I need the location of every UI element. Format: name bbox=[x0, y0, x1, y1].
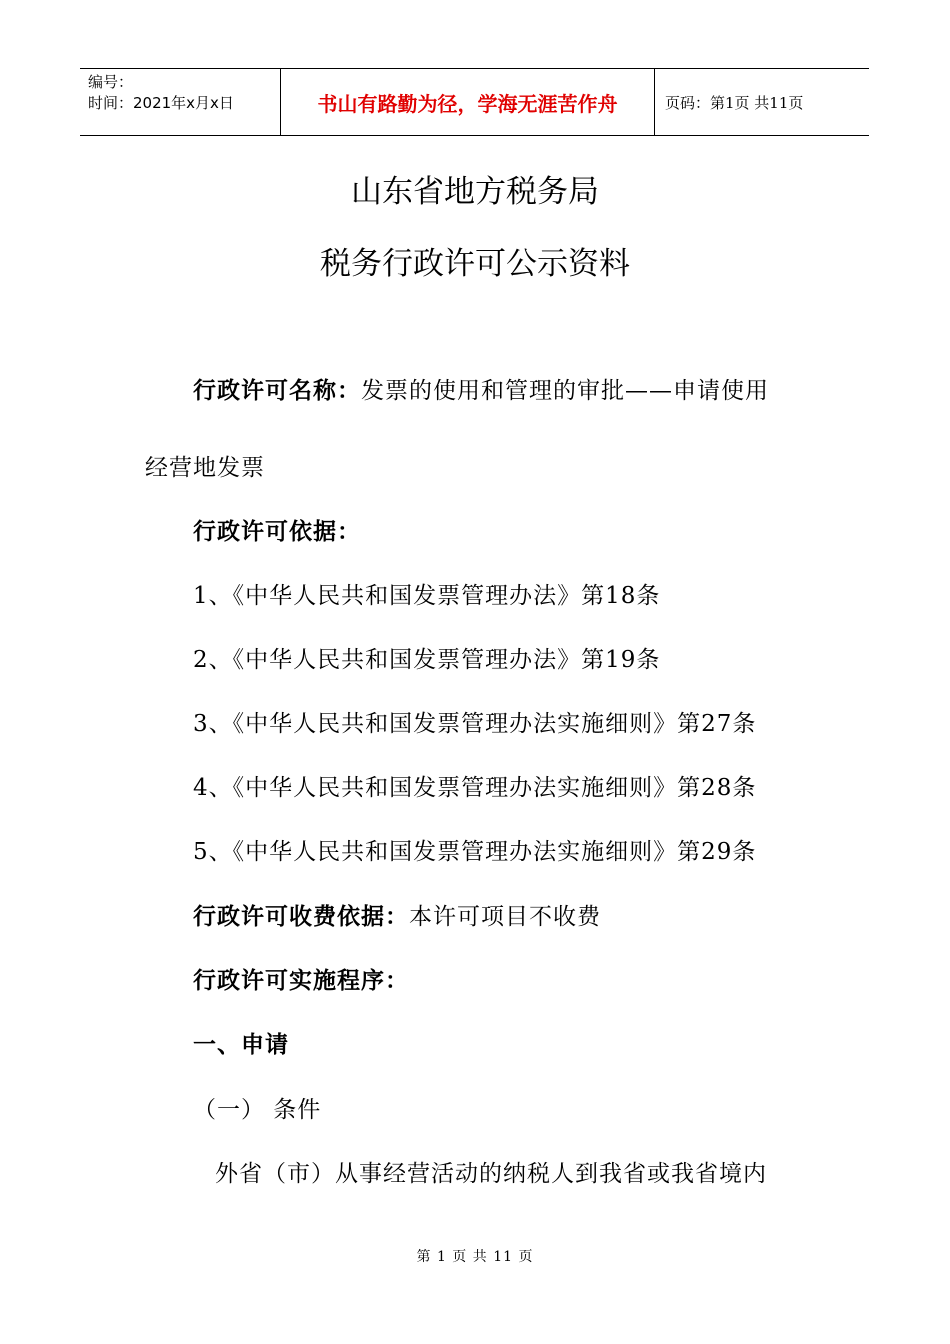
header-motto-cell bbox=[281, 69, 655, 135]
time-label: 时间：2021年x月x日 bbox=[88, 94, 234, 112]
basis-item: 2、《中华人民共和国发票管理办法》第19条 bbox=[193, 647, 661, 673]
page-footer: 第 1 页 共 11 页 bbox=[416, 1249, 534, 1265]
header-page-cell bbox=[655, 69, 869, 135]
subsection-heading: （一） 条件 bbox=[193, 1097, 322, 1123]
header-table bbox=[80, 68, 869, 136]
permit-name-value: 发票的使用和管理的审批——申请使用 bbox=[361, 378, 769, 404]
document-title-line1: 山东省地方税务局 bbox=[351, 174, 599, 210]
permit-name-line bbox=[193, 372, 769, 405]
motto: 书山有路勤为径，学海无涯苦作舟 bbox=[317, 91, 618, 116]
basis-item: 1、《中华人民共和国发票管理办法》第18条 bbox=[193, 583, 661, 609]
body-paragraph: 外省（市）从事经营活动的纳税人到我省或我省境内 bbox=[215, 1161, 767, 1187]
fee-label: 行政许可收费依据： bbox=[193, 904, 409, 930]
number-label: 编号： bbox=[88, 73, 134, 91]
section-heading: 一、申请 bbox=[193, 1032, 289, 1058]
basis-item: 4、《中华人民共和国发票管理办法实施细则》第28条 bbox=[193, 775, 757, 801]
permit-name-continuation: 经营地发票 bbox=[145, 455, 265, 481]
basis-label: 行政许可依据： bbox=[193, 519, 361, 545]
page-info: 页码：第1页 共11页 bbox=[665, 93, 804, 112]
document-title-line2: 税务行政许可公示资料 bbox=[320, 246, 630, 282]
basis-item: 5、《中华人民共和国发票管理办法实施细则》第29条 bbox=[193, 839, 757, 865]
fee-value: 本许可项目不收费 bbox=[409, 904, 601, 930]
fee-line bbox=[193, 898, 601, 931]
procedure-label: 行政许可实施程序： bbox=[193, 968, 409, 994]
permit-name-label: 行政许可名称： bbox=[193, 378, 361, 404]
header-left-cell bbox=[80, 69, 281, 135]
basis-item: 3、《中华人民共和国发票管理办法实施细则》第27条 bbox=[193, 711, 757, 737]
